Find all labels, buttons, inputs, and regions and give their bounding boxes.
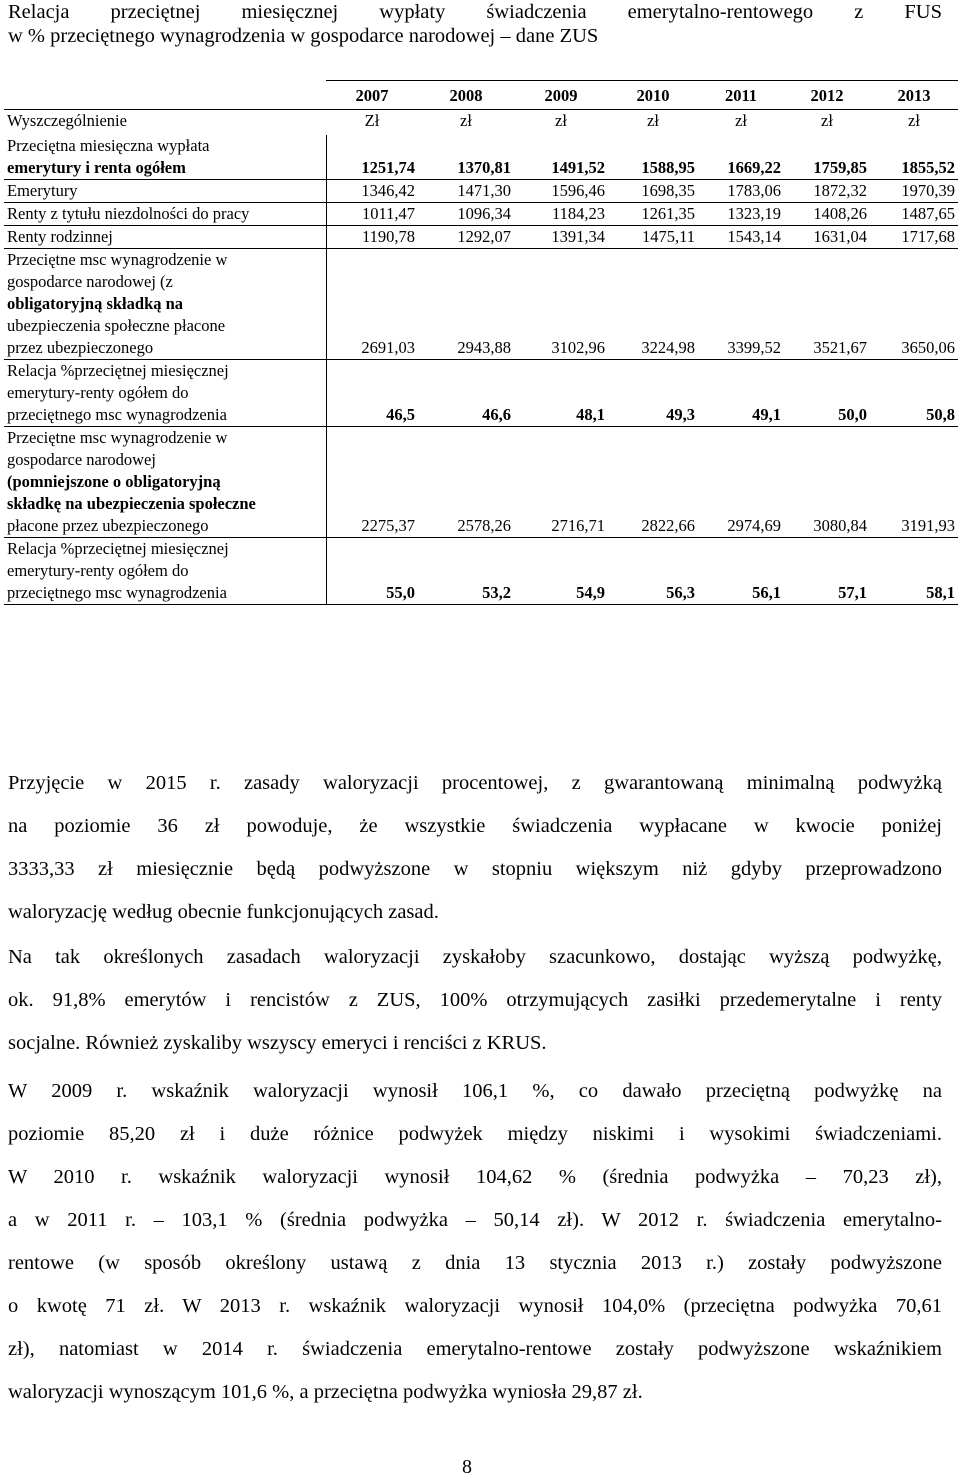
table-cell: 49,3 bbox=[608, 360, 698, 427]
unit-header: zł bbox=[555, 111, 567, 130]
row-label bbox=[4, 360, 326, 427]
year-header-2008: 2008 bbox=[418, 81, 514, 110]
table-cell: 46,5 bbox=[326, 360, 418, 427]
table-cell: 3080,84 bbox=[784, 427, 870, 538]
table-cell: 1631,04 bbox=[784, 226, 870, 249]
row-label-line: gospodarce narodowej (z bbox=[7, 272, 173, 291]
table-cell: 2691,03 bbox=[326, 249, 418, 360]
table-cell: 1970,39 bbox=[870, 180, 958, 203]
table-cell: 1596,46 bbox=[514, 180, 608, 203]
row-label-line: płacone przez ubezpieczonego bbox=[7, 516, 209, 535]
row-label-line: Relacja %przeciętnej miesięcznej bbox=[7, 539, 229, 558]
table-cell: 1346,42 bbox=[326, 180, 418, 203]
table-cell: 1391,34 bbox=[514, 226, 608, 249]
table-row bbox=[4, 135, 958, 180]
table-cell: 1543,14 bbox=[698, 226, 784, 249]
table-cell: 56,3 bbox=[608, 538, 698, 605]
table-cell: 50,8 bbox=[870, 360, 958, 427]
table-cell: 54,9 bbox=[514, 538, 608, 605]
paragraph-line: waloryzację według obecnie funkcjonujących zasad. bbox=[8, 901, 439, 923]
table-year-header-row bbox=[4, 81, 958, 110]
table-cell: 2822,66 bbox=[608, 427, 698, 538]
table-cell: 55,0 bbox=[326, 538, 418, 605]
year-header-2007: 2007 bbox=[326, 81, 418, 110]
paragraph-2 bbox=[8, 936, 942, 1065]
table-cell: 2275,37 bbox=[326, 427, 418, 538]
row-label bbox=[4, 135, 326, 180]
table-cell: 1096,34 bbox=[418, 203, 514, 226]
table-cell: 1491,52 bbox=[514, 135, 608, 180]
table-unit-header-row bbox=[4, 110, 958, 136]
paragraph-line: Na tak określonych zasadach waloryzacji zyskałoby szacunkowo, dostając wyższą podwyżkę, bbox=[8, 946, 942, 968]
paragraph-line: rentowe (w sposób określony ustawą z dnia 13 stycznia 2013 r.) zostały podwyższone bbox=[8, 1252, 942, 1274]
row-label bbox=[4, 203, 326, 226]
table-cell: 49,1 bbox=[698, 360, 784, 427]
year-header-2011: 2011 bbox=[698, 81, 784, 110]
paragraph-line: zł), natomiast w 2014 r. świadczenia emerytalno-rentowe zostały podwyższone wskaźnikiem bbox=[8, 1338, 942, 1360]
row-label-line: Przeciętne msc wynagrodzenie w bbox=[7, 250, 228, 269]
row-label bbox=[4, 249, 326, 360]
table-cell: 1261,35 bbox=[608, 203, 698, 226]
table-cell: 56,1 bbox=[698, 538, 784, 605]
table-cell: 2974,69 bbox=[698, 427, 784, 538]
header-label: Wyszczególnienie bbox=[7, 111, 127, 130]
table-cell: 1011,47 bbox=[326, 203, 418, 226]
unit-header: zł bbox=[821, 111, 833, 130]
table-cell: 1759,85 bbox=[784, 135, 870, 180]
table-cell: 3521,67 bbox=[784, 249, 870, 360]
paragraph-line: 3333,33 zł miesięcznie będą podwyższone w stopniu większym niż gdyby przeprowadzono bbox=[8, 858, 942, 880]
table-row bbox=[4, 249, 958, 360]
row-label-line: emerytury i renta ogółem bbox=[7, 158, 186, 177]
paragraph-line: ok. 91,8% emerytów i rencistów z ZUS, 100% otrzymujących zasiłki przedemerytalne i renty bbox=[8, 989, 942, 1011]
table-cell: 1783,06 bbox=[698, 180, 784, 203]
title-line-1: Relacja przeciętnej miesięcznej wypłaty świadczenia emerytalno-rentowego z FUS bbox=[8, 1, 942, 23]
table-cell: 58,1 bbox=[870, 538, 958, 605]
unit-header: zł bbox=[908, 111, 920, 130]
year-header-2013: 2013 bbox=[870, 81, 958, 110]
table-cell: 1872,32 bbox=[784, 180, 870, 203]
table-row bbox=[4, 203, 958, 226]
table-cell: 1190,78 bbox=[326, 226, 418, 249]
paragraph-line: Przyjęcie w 2015 r. zasady waloryzacji procentowej, z gwarantowaną minimalną podwyżką bbox=[8, 772, 942, 794]
row-label-line: Renty z tytułu niezdolności do pracy bbox=[7, 204, 250, 223]
paragraph-3 bbox=[8, 1070, 942, 1414]
unit-header: zł bbox=[460, 111, 472, 130]
table-row bbox=[4, 360, 958, 427]
table-cell: 1184,23 bbox=[514, 203, 608, 226]
title-line-2: w % przeciętnego wynagrodzenia w gospodarce narodowej – dane ZUS bbox=[8, 25, 599, 47]
unit-header: Zł bbox=[364, 111, 380, 130]
table-cell: 1698,35 bbox=[608, 180, 698, 203]
paragraph-line: poziomie 85,20 zł i duże różnice podwyżek między niskimi i wysokimi świadczeniami. bbox=[8, 1123, 942, 1145]
row-label-line: obligatoryjną składką na bbox=[7, 294, 184, 313]
paragraph-line: W 2009 r. wskaźnik waloryzacji wynosił 106,1 %, co dawało przeciętną podwyżkę na bbox=[8, 1080, 942, 1102]
row-label-line: Renty rodzinnej bbox=[7, 227, 113, 246]
table-row bbox=[4, 226, 958, 249]
unit-header: zł bbox=[647, 111, 659, 130]
table-cell: 53,2 bbox=[418, 538, 514, 605]
row-label-line: Emerytury bbox=[7, 181, 78, 200]
table-cell: 1408,26 bbox=[784, 203, 870, 226]
table-cell: 3399,52 bbox=[698, 249, 784, 360]
table-cell: 1487,65 bbox=[870, 203, 958, 226]
page-number: 8 bbox=[462, 1456, 472, 1478]
pension-table bbox=[4, 80, 958, 605]
row-label-line: składkę na ubezpieczenia społeczne bbox=[7, 494, 256, 513]
row-label-line: (pomniejszone o obligatoryjną bbox=[7, 472, 221, 491]
paragraph-line: o kwotę 71 zł. W 2013 r. wskaźnik waloryzacji wynosił 104,0% (przeciętna podwyżka 70,61 bbox=[8, 1295, 942, 1317]
table-cell: 1323,19 bbox=[698, 203, 784, 226]
row-label bbox=[4, 180, 326, 203]
table-cell: 1669,22 bbox=[698, 135, 784, 180]
row-label bbox=[4, 538, 326, 605]
table-cell: 1251,74 bbox=[326, 135, 418, 180]
row-label-line: przez ubezpieczonego bbox=[7, 338, 154, 357]
paragraph-1 bbox=[8, 762, 942, 934]
table-cell: 3650,06 bbox=[870, 249, 958, 360]
table-cell: 2578,26 bbox=[418, 427, 514, 538]
table-cell: 3102,96 bbox=[514, 249, 608, 360]
paragraph-line: a w 2011 r. – 103,1 % (średnia podwyżka – 50,14 zł). W 2012 r. świadczenia emerytalno- bbox=[8, 1209, 942, 1231]
table-cell: 50,0 bbox=[784, 360, 870, 427]
table-cell: 1370,81 bbox=[418, 135, 514, 180]
table-cell: 1292,07 bbox=[418, 226, 514, 249]
paragraph-line: na poziomie 36 zł powoduje, że wszystkie świadczenia wypłacane w kwocie poniżej bbox=[8, 815, 942, 837]
table-cell: 1855,52 bbox=[870, 135, 958, 180]
table-row bbox=[4, 538, 958, 605]
row-label-line: emerytury-renty ogółem do bbox=[7, 383, 189, 402]
table-cell: 1475,11 bbox=[608, 226, 698, 249]
paragraph-line: W 2010 r. wskaźnik waloryzacji wynosił 104,62 % (średnia podwyżka – 70,23 zł), bbox=[8, 1166, 942, 1188]
table-cell: 3224,98 bbox=[608, 249, 698, 360]
table-row bbox=[4, 180, 958, 203]
table-cell: 3191,93 bbox=[870, 427, 958, 538]
table-cell: 2943,88 bbox=[418, 249, 514, 360]
row-label-line: Przeciętne msc wynagrodzenie w bbox=[7, 428, 228, 447]
year-header-2009: 2009 bbox=[514, 81, 608, 110]
row-label-line: przeciętnego msc wynagrodzenia bbox=[7, 405, 227, 424]
row-label-line: emerytury-renty ogółem do bbox=[7, 561, 189, 580]
paragraph-line: waloryzacji wynoszącym 101,6 %, a przeciętna podwyżka wyniosła 29,87 zł. bbox=[8, 1381, 643, 1403]
year-header-2010: 2010 bbox=[608, 81, 698, 110]
unit-header: zł bbox=[735, 111, 747, 130]
document-title bbox=[8, 0, 942, 48]
row-label-line: ubezpieczenia społeczne płacone bbox=[7, 316, 226, 335]
table-cell: 48,1 bbox=[514, 360, 608, 427]
row-label bbox=[4, 427, 326, 538]
year-header-2012: 2012 bbox=[784, 81, 870, 110]
table-cell: 57,1 bbox=[784, 538, 870, 605]
row-label-line: gospodarce narodowej bbox=[7, 450, 156, 469]
table-cell: 1717,68 bbox=[870, 226, 958, 249]
table-cell: 1588,95 bbox=[608, 135, 698, 180]
row-label-line: Relacja %przeciętnej miesięcznej bbox=[7, 361, 229, 380]
table-cell: 2716,71 bbox=[514, 427, 608, 538]
table-cell: 1471,30 bbox=[418, 180, 514, 203]
table-cell: 46,6 bbox=[418, 360, 514, 427]
row-label-line: przeciętnego msc wynagrodzenia bbox=[7, 583, 227, 602]
row-label bbox=[4, 226, 326, 249]
row-label-line: Przeciętna miesięczna wypłata bbox=[7, 136, 210, 155]
table-row bbox=[4, 427, 958, 538]
paragraph-line: socjalne. Również zyskaliby wszyscy emeryci i renciści z KRUS. bbox=[8, 1032, 547, 1054]
